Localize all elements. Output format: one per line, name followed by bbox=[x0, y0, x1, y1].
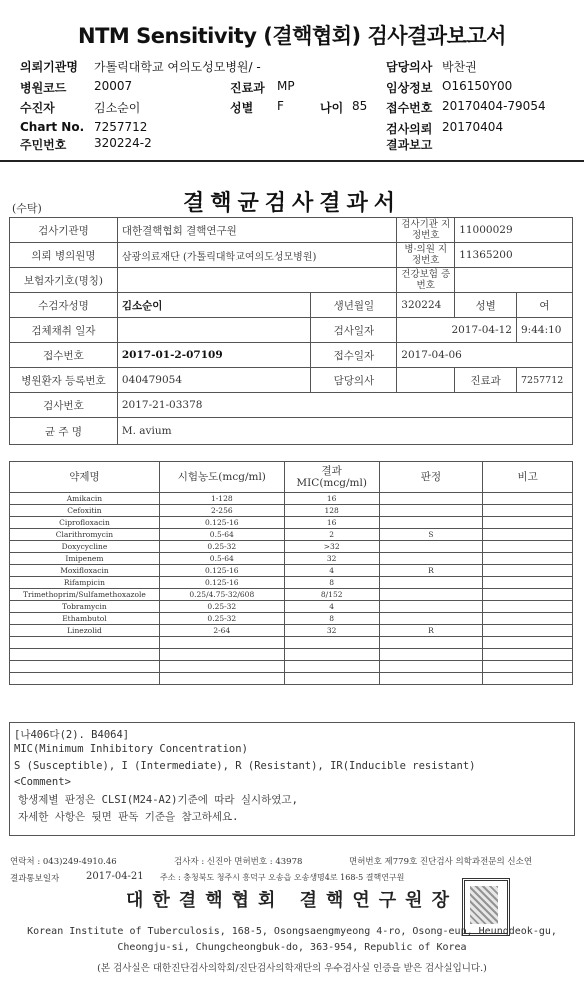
drug-row bbox=[10, 589, 573, 601]
drug-cell bbox=[483, 505, 573, 517]
request-value: 20170404 bbox=[442, 120, 504, 134]
divider bbox=[0, 160, 584, 162]
institution-label: 검사기관명 bbox=[10, 218, 118, 243]
drug-row bbox=[10, 577, 573, 589]
drug-cell bbox=[379, 661, 483, 673]
drug-cell: Rifampicin bbox=[10, 577, 160, 589]
drug-cell bbox=[10, 673, 160, 685]
drug-row bbox=[10, 661, 573, 673]
patient-value: 김소순이 bbox=[94, 101, 141, 115]
drug-cell bbox=[483, 577, 573, 589]
drug-cell: 0.125-16 bbox=[159, 565, 284, 577]
reg-label: 병원환자 등록번호 bbox=[10, 368, 118, 393]
drug-cell bbox=[483, 541, 573, 553]
drug-row bbox=[10, 673, 573, 685]
ssn-value: 320224-2 bbox=[94, 136, 152, 150]
drug-row bbox=[10, 517, 573, 529]
patient-name-value: 김소순이 bbox=[117, 293, 311, 318]
drug-row bbox=[10, 529, 573, 541]
report-dept-label: 진료과 bbox=[455, 368, 517, 393]
drug-cell bbox=[159, 649, 284, 661]
info-table bbox=[9, 217, 573, 445]
drug-cell bbox=[10, 649, 160, 661]
drug-cell bbox=[483, 589, 573, 601]
insurance-value bbox=[117, 268, 396, 293]
patient-name-label: 수검자성명 bbox=[10, 293, 118, 318]
ssn-label: 주민번호 bbox=[20, 138, 67, 152]
drug-cell bbox=[284, 637, 379, 649]
drug-row bbox=[10, 565, 573, 577]
comment-legend: S (Susceptible), I (Intermediate), R (Resistant), IR(Inducible resistant) bbox=[14, 760, 476, 772]
drug-cell: 8 bbox=[284, 613, 379, 625]
drug-cell: Trimethoprim/Sulfamethoxazole bbox=[10, 589, 160, 601]
drug-cell bbox=[483, 661, 573, 673]
requester-label: 의뢰기관명 bbox=[20, 60, 78, 74]
clinic-id-value: 11365200 bbox=[455, 243, 573, 268]
dept-label: 진료과 bbox=[230, 81, 265, 95]
receipt-date-value: 2017-04-06 bbox=[397, 343, 573, 368]
age-value: 85 bbox=[352, 99, 368, 113]
clinical-value: O16150Y00 bbox=[442, 79, 513, 93]
report-sex-label: 성별 bbox=[455, 293, 517, 318]
sample-date-label: 검체채취 일자 bbox=[10, 318, 118, 343]
doctor-label: 담당의사 bbox=[386, 60, 433, 74]
hospital-code-value: 20007 bbox=[94, 79, 133, 93]
drug-cell: 0.25-32 bbox=[159, 541, 284, 553]
drug-cell bbox=[379, 589, 483, 601]
drug-table-header bbox=[10, 462, 573, 493]
drug-cell bbox=[379, 553, 483, 565]
species-value: M. avium bbox=[117, 418, 572, 445]
footer-examiner: 검사자 : 신진아 면허번호 : 43978 bbox=[174, 857, 303, 867]
sex-label: 성별 bbox=[230, 101, 254, 115]
report-dept-value: 7257712 bbox=[517, 368, 573, 393]
chart-label: Chart No. bbox=[20, 120, 85, 134]
drug-row bbox=[10, 601, 573, 613]
drug-cell bbox=[379, 493, 483, 505]
test-date-value: 2017-04-12 bbox=[397, 318, 517, 343]
receipt-value: 20170404-79054 bbox=[442, 99, 546, 113]
drug-row bbox=[10, 613, 573, 625]
test-time-value: 9:44:10 bbox=[517, 318, 573, 343]
comment-box bbox=[9, 722, 575, 836]
drug-cell: 0.5-64 bbox=[159, 553, 284, 565]
dob-value: 320224 bbox=[397, 293, 455, 318]
org-name: 대한결핵협회 결핵연구원장 bbox=[126, 890, 458, 911]
comment-line-1: 항생제별 판정은 CLSI(M24-A2)기준에 따라 실시하였고, bbox=[18, 794, 298, 806]
drug-row bbox=[10, 505, 573, 517]
drug-cell: 0.5-64 bbox=[159, 529, 284, 541]
drug-cell bbox=[379, 505, 483, 517]
request-label: 검사의뢰 bbox=[386, 122, 433, 136]
drug-cell: 16 bbox=[284, 517, 379, 529]
drug-row bbox=[10, 637, 573, 649]
drug-cell: Clarithromycin bbox=[10, 529, 160, 541]
drug-cell: R bbox=[379, 565, 483, 577]
drug-cell: 2 bbox=[284, 529, 379, 541]
inst-id-value: 11000029 bbox=[455, 218, 573, 243]
drug-cell: 16 bbox=[284, 493, 379, 505]
drug-cell bbox=[483, 493, 573, 505]
test-no-label: 검사번호 bbox=[10, 393, 118, 418]
footer-date-value: 2017-04-21 bbox=[86, 871, 144, 882]
drug-cell bbox=[379, 577, 483, 589]
chart-value: 7257712 bbox=[94, 120, 148, 134]
clinic-label: 의뢰 병의원명 bbox=[10, 243, 118, 268]
test-no-value: 2017-21-03378 bbox=[117, 393, 572, 418]
receipt-label: 접수번호 bbox=[386, 101, 433, 115]
drug-row bbox=[10, 541, 573, 553]
drug-cell: >32 bbox=[284, 541, 379, 553]
drug-cell bbox=[483, 637, 573, 649]
dob-label: 생년월일 bbox=[311, 293, 397, 318]
drug-cell: Ciprofloxacin bbox=[10, 517, 160, 529]
clinical-label: 임상정보 bbox=[386, 81, 433, 95]
drug-cell bbox=[483, 565, 573, 577]
drug-header-cell: 결과 MIC(mcg/ml) bbox=[284, 462, 379, 493]
report-doctor-label: 담당의사 bbox=[311, 368, 397, 393]
drug-cell bbox=[379, 637, 483, 649]
insurance-label: 보험자기호(명칭) bbox=[10, 268, 118, 293]
drug-cell bbox=[159, 661, 284, 673]
drug-cell: 2-64 bbox=[159, 625, 284, 637]
drug-row bbox=[10, 493, 573, 505]
drug-cell: 1-128 bbox=[159, 493, 284, 505]
drug-cell bbox=[379, 601, 483, 613]
page-title: NTM Sensitivity (결핵협회) 검사결과보고서 bbox=[78, 24, 506, 48]
drug-cell: Imipenem bbox=[10, 553, 160, 565]
footer-license: 면허번호 제779호 진단검사 의학과전문의 신소연 bbox=[349, 857, 533, 867]
drug-cell: 8/152 bbox=[284, 589, 379, 601]
sex-value: F bbox=[277, 99, 284, 113]
health-id-label: 건강보험 증번호 bbox=[397, 268, 455, 293]
drug-cell: Cefoxitin bbox=[10, 505, 160, 517]
health-id-value bbox=[455, 268, 573, 293]
drug-cell: Doxycycline bbox=[10, 541, 160, 553]
certification-note: (본 검사실은 대한진단검사의학회/진단검사의학재단의 우수검사실 인증을 받은 검사실입니다.) bbox=[97, 963, 487, 974]
drug-cell bbox=[483, 673, 573, 685]
org-address-en-1: Korean Institute of Tuberculosis, 168-5, Osongsaengmyeong 4-ro, Osong-eup, Heungdeok-gu, bbox=[27, 926, 557, 937]
report-doctor-value bbox=[397, 368, 455, 393]
drug-cell bbox=[379, 517, 483, 529]
drug-cell: 0.125-16 bbox=[159, 577, 284, 589]
drug-cell bbox=[379, 673, 483, 685]
drug-cell bbox=[379, 649, 483, 661]
drug-cell bbox=[483, 601, 573, 613]
drug-cell: 0.25-32 bbox=[159, 601, 284, 613]
clinic-id-label: 병·의원 지정번호 bbox=[397, 243, 455, 268]
sample-date-value bbox=[117, 318, 311, 343]
drug-cell bbox=[10, 637, 160, 649]
report-receipt-value: 2017-01-2-07109 bbox=[117, 343, 311, 368]
drug-cell: 0.125-16 bbox=[159, 517, 284, 529]
drug-cell: S bbox=[379, 529, 483, 541]
report-tag: (수탁) bbox=[12, 202, 42, 215]
drug-header-cell: 약제명 bbox=[10, 462, 160, 493]
drug-cell: 4 bbox=[284, 565, 379, 577]
requester-value: 가톨릭대학교 여의도성모병원/ - bbox=[94, 60, 261, 74]
drug-cell: 0.25/4.75-32/608 bbox=[159, 589, 284, 601]
drug-cell: Ethambutol bbox=[10, 613, 160, 625]
drug-header-cell: 판정 bbox=[379, 462, 483, 493]
drug-cell bbox=[10, 661, 160, 673]
drug-cell: 2-256 bbox=[159, 505, 284, 517]
drug-cell: 4 bbox=[284, 601, 379, 613]
comment-head: <Comment> bbox=[14, 776, 71, 788]
comment-line-2: 자세한 사항은 뒷면 판독 기준을 참고하세요. bbox=[18, 811, 239, 823]
footer-address: 주소 : 충청북도 청주시 흥덕구 오송읍 오송생명4로 168-5 결핵연구원 bbox=[160, 873, 405, 882]
drug-cell: Moxifloxacin bbox=[10, 565, 160, 577]
drug-header-cell: 비고 bbox=[483, 462, 573, 493]
species-label: 균 주 명 bbox=[10, 418, 118, 445]
drug-cell bbox=[483, 517, 573, 529]
drug-cell: Linezolid bbox=[10, 625, 160, 637]
doctor-value: 박찬권 bbox=[442, 60, 477, 74]
drug-cell bbox=[483, 613, 573, 625]
test-date-label: 검사일자 bbox=[311, 318, 397, 343]
report-sex-value: 여 bbox=[517, 293, 573, 318]
clinic-value: 삼광의료재단 (가톨릭대학교여의도성모병원) bbox=[117, 243, 396, 268]
drug-cell bbox=[284, 649, 379, 661]
drug-cell: R bbox=[379, 625, 483, 637]
drug-row bbox=[10, 625, 573, 637]
drug-cell bbox=[284, 673, 379, 685]
footer-date-label: 결과통보일자 bbox=[10, 874, 60, 884]
reg-value: 040479054 bbox=[117, 368, 311, 393]
drug-cell bbox=[483, 553, 573, 565]
drug-cell: 128 bbox=[284, 505, 379, 517]
drug-cell bbox=[379, 613, 483, 625]
org-address-en-2: Cheongju-si, Chungcheongbuk-do, 363-954, Republic of Korea bbox=[117, 942, 467, 953]
patient-label: 수진자 bbox=[20, 101, 55, 115]
institution-value: 대한결핵협회 결핵연구원 bbox=[117, 218, 396, 243]
drug-row bbox=[10, 649, 573, 661]
report-receipt-label: 접수번호 bbox=[10, 343, 118, 368]
drug-cell: Tobramycin bbox=[10, 601, 160, 613]
hospital-code-label: 병원코드 bbox=[20, 81, 67, 95]
comment-code: [나406다(2). B4064] bbox=[14, 729, 130, 741]
report-label: 결과보고 bbox=[386, 138, 433, 152]
drug-cell bbox=[159, 637, 284, 649]
drug-row bbox=[10, 553, 573, 565]
drug-cell: 8 bbox=[284, 577, 379, 589]
drug-cell: 32 bbox=[284, 553, 379, 565]
drug-cell: Amikacin bbox=[10, 493, 160, 505]
drug-table bbox=[9, 461, 573, 685]
footer-contact: 연락처 : 043)249-4910.46 bbox=[10, 857, 117, 867]
drug-header-cell: 시험농도(mcg/ml) bbox=[159, 462, 284, 493]
receipt-date-label: 접수일자 bbox=[311, 343, 397, 368]
age-label: 나이 bbox=[320, 101, 344, 115]
drug-cell bbox=[483, 625, 573, 637]
comment-mic: MIC(Minimum Inhibitory Concentration) bbox=[14, 743, 248, 755]
drug-cell: 32 bbox=[284, 625, 379, 637]
inst-id-label: 검사기관 지정번호 bbox=[397, 218, 455, 243]
dept-value: MP bbox=[277, 79, 295, 93]
report-subtitle: 결핵균검사결과서 bbox=[182, 190, 402, 216]
drug-cell: 0.25-32 bbox=[159, 613, 284, 625]
drug-cell bbox=[284, 661, 379, 673]
drug-cell bbox=[379, 541, 483, 553]
drug-cell bbox=[159, 673, 284, 685]
drug-cell bbox=[483, 529, 573, 541]
drug-cell bbox=[483, 649, 573, 661]
